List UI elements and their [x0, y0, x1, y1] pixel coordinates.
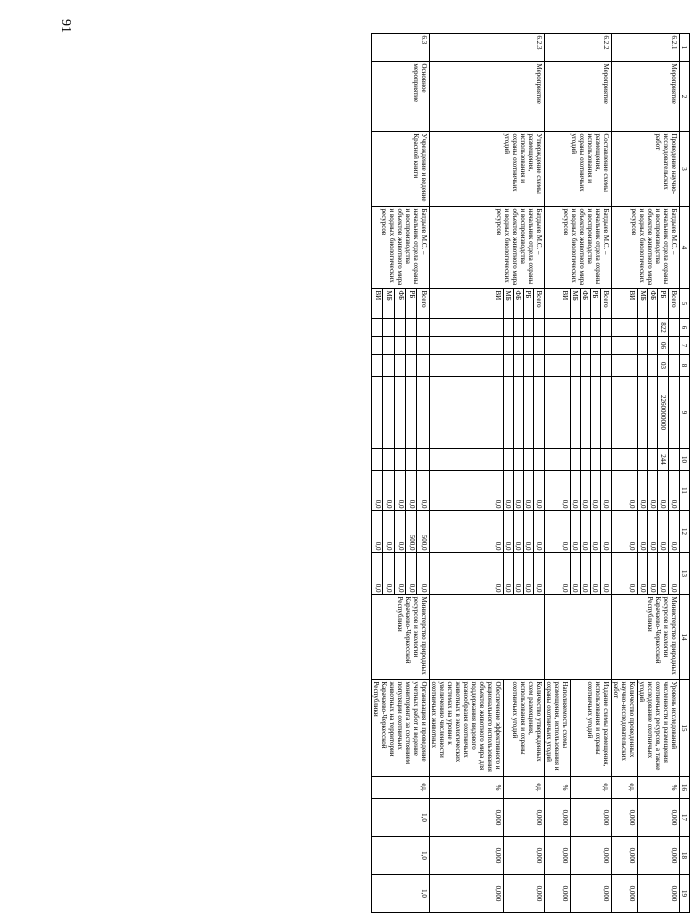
code-csr [383, 377, 394, 449]
indicator-value-17: 0,000 [638, 799, 680, 837]
item-number: 6.2.2 [545, 34, 612, 62]
funding-source: МБ [504, 289, 514, 319]
code-rz [612, 337, 638, 355]
item-type: Мероприятие [612, 62, 680, 132]
header-cell: 13 [680, 553, 690, 595]
amount-year-2: 0,0 [383, 511, 394, 553]
code-rz [581, 337, 591, 355]
code-grbs [430, 319, 504, 337]
executor [545, 595, 612, 680]
header-cell: 8 [680, 355, 690, 377]
executor [430, 595, 545, 680]
amount-year-1: 0,0 [430, 471, 504, 511]
indicator-unit: ед. [612, 777, 638, 799]
amount-year-3: 0,0 [581, 553, 591, 595]
indicator-value-19: 0,000 [504, 875, 545, 913]
header-cell: 4 [680, 207, 690, 289]
indicator-value-18: 0,000 [545, 837, 571, 875]
indicator-value-17: 0,000 [612, 799, 638, 837]
item-number: 6.2.3 [430, 34, 545, 62]
code-vr [648, 449, 658, 471]
amount-year-2: 0,0 [430, 511, 504, 553]
amount-year-2: 0,0 [545, 511, 571, 553]
amount-year-1: 0,0 [648, 471, 658, 511]
indicator-value-19: 0,000 [545, 875, 571, 913]
amount-year-1: 0,0 [545, 471, 571, 511]
code-rz [514, 337, 524, 355]
code-csr [430, 377, 504, 449]
amount-year-1: 0,0 [383, 471, 394, 511]
code-csr [406, 377, 417, 449]
code-grbs [571, 319, 581, 337]
amount-year-1: 0,0 [406, 471, 417, 511]
header-cell: 16 [680, 777, 690, 799]
item-number: 6.3 [372, 34, 430, 62]
amount-year-2: 0,0 [648, 511, 658, 553]
table-body [372, 34, 680, 913]
code-pr [612, 355, 638, 377]
amount-year-2: 0,0 [524, 511, 534, 553]
indicator-value-19: 0,000 [612, 875, 638, 913]
code-vr [591, 449, 601, 471]
code-pr [406, 355, 417, 377]
code-vr [668, 449, 679, 471]
code-rz [394, 337, 405, 355]
amount-year-3: 0,0 [658, 553, 668, 595]
funding-source: ФБ [514, 289, 524, 319]
indicator-value-17: 0,000 [571, 799, 612, 837]
indicator-unit: % [430, 777, 504, 799]
code-pr [430, 355, 504, 377]
code-csr [545, 377, 571, 449]
header-cell: 17 [680, 799, 690, 837]
funding-source: Всего [601, 289, 612, 319]
header-row [680, 34, 690, 913]
table-row [668, 34, 679, 913]
funding-source: МБ [383, 289, 394, 319]
amount-year-1: 0,0 [612, 471, 638, 511]
code-rz [571, 337, 581, 355]
indicator-value-17: 1,0 [372, 799, 430, 837]
indicator-value-19: 1,0 [372, 875, 430, 913]
indicator-value-18: 0,000 [504, 837, 545, 875]
item-type: Мероприятие [430, 62, 545, 132]
amount-year-1: 0,0 [534, 471, 545, 511]
code-rz: 06 [658, 337, 668, 355]
amount-year-2: 0,0 [394, 511, 405, 553]
funding-source: Всего [668, 289, 679, 319]
code-pr [638, 355, 648, 377]
amount-year-3: 0,0 [524, 553, 534, 595]
code-rz [591, 337, 601, 355]
indicator-unit: ед. [571, 777, 612, 799]
code-pr [648, 355, 658, 377]
responsible-person: Батдыев М.С. – начальник отдела охраны и воспроизводства объектов животного мира и водных биологических ресурсов [545, 207, 612, 289]
code-pr [514, 355, 524, 377]
header-cell: 3 [680, 132, 690, 207]
code-grbs [534, 319, 545, 337]
code-pr [668, 355, 679, 377]
amount-year-2: 0,0 [504, 511, 514, 553]
code-vr [545, 449, 571, 471]
indicator-value-18: 0,000 [638, 837, 680, 875]
code-csr [581, 377, 591, 449]
code-rz [668, 337, 679, 355]
indicator-unit: ед. [372, 777, 430, 799]
header-cell: 1 [680, 34, 690, 62]
code-grbs [638, 319, 648, 337]
amount-year-3: 0,0 [394, 553, 405, 595]
amount-year-3: 0,0 [638, 553, 648, 595]
amount-year-2: 0,0 [668, 511, 679, 553]
amount-year-3: 0,0 [514, 553, 524, 595]
item-number: 6.2.1 [612, 34, 680, 62]
code-csr [504, 377, 514, 449]
code-csr [514, 377, 524, 449]
funding-source: ФБ [581, 289, 591, 319]
amount-year-3: 0,0 [571, 553, 581, 595]
code-vr [383, 449, 394, 471]
header-cell: 2 [680, 62, 690, 132]
code-pr [601, 355, 612, 377]
amount-year-2: 0,0 [591, 511, 601, 553]
indicator-unit: ед. [504, 777, 545, 799]
item-name: Утверждение схемы размещения, использования и охраны охотничьих угодий [430, 132, 545, 207]
code-grbs [372, 319, 383, 337]
amount-year-2: 0,0 [581, 511, 591, 553]
code-csr: 2260000000 [658, 377, 668, 449]
funding-source: ВИ [372, 289, 383, 319]
amount-year-3: 0,0 [591, 553, 601, 595]
code-csr [591, 377, 601, 449]
code-csr [372, 377, 383, 449]
funding-source: ФБ [394, 289, 405, 319]
code-pr [417, 355, 430, 377]
amount-year-2: 0,0 [372, 511, 383, 553]
indicator-name: Количество утвержденных схем размещения, использования и охраны охотничьих угодий [504, 680, 545, 777]
amount-year-3: 0,0 [406, 553, 417, 595]
indicator-name: Издание схемы размещения, использования и охраны охотничьих угодий [571, 680, 612, 777]
funding-source: МБ [571, 289, 581, 319]
code-csr [524, 377, 534, 449]
amount-year-1: 0,0 [638, 471, 648, 511]
code-grbs [612, 319, 638, 337]
indicator-value-19: 0,000 [571, 875, 612, 913]
amount-year-2: 500,0 [406, 511, 417, 553]
code-vr [601, 449, 612, 471]
amount-year-1: 0,0 [504, 471, 514, 511]
header-cell: 19 [680, 875, 690, 913]
header-cell: 14 [680, 595, 690, 680]
indicator-value-18: 0,000 [571, 837, 612, 875]
indicator-name: Обеспечение эффективного и рационального использования объектов животного мира для поддержания видового разнообразия охотничьих животных в экологических системах на уровне к увеличению численности охотничьих животных [430, 680, 504, 777]
code-pr [504, 355, 514, 377]
responsible-person: Батдыев М.С. – начальник отдела охраны и воспроизводства объектов животного мира и водных биологических ресурсов [372, 207, 430, 289]
amount-year-1: 0,0 [591, 471, 601, 511]
code-rz [417, 337, 430, 355]
item-type: Основное мероприятие [372, 62, 430, 132]
code-rz [406, 337, 417, 355]
code-grbs [417, 319, 430, 337]
item-type: Мероприятие [545, 62, 612, 132]
table-row [601, 34, 612, 913]
code-csr [612, 377, 638, 449]
header-cell: 11 [680, 471, 690, 511]
amount-year-3: 0,0 [430, 553, 504, 595]
code-rz [545, 337, 571, 355]
code-pr [571, 355, 581, 377]
code-pr [524, 355, 534, 377]
amount-year-1: 0,0 [658, 471, 668, 511]
code-grbs [668, 319, 679, 337]
indicator-value-19: 0,000 [430, 875, 504, 913]
amount-year-2: 500,0 [417, 511, 430, 553]
funding-source: ВИ [612, 289, 638, 319]
amount-year-2: 0,0 [571, 511, 581, 553]
code-vr [504, 449, 514, 471]
funding-source: РБ [406, 289, 417, 319]
code-grbs [504, 319, 514, 337]
header-cell: 7 [680, 337, 690, 355]
indicator-value-17: 0,000 [430, 799, 504, 837]
indicator-unit: % [545, 777, 571, 799]
code-grbs [514, 319, 524, 337]
code-vr [638, 449, 648, 471]
code-grbs [545, 319, 571, 337]
indicator-value-17: 0,000 [545, 799, 571, 837]
code-grbs [581, 319, 591, 337]
table-row [534, 34, 545, 913]
amount-year-3: 0,0 [612, 553, 638, 595]
responsible-person: Батдыев М.С. – начальник отдела охраны и воспроизводства объектов животного мира и водных биологических ресурсов [612, 207, 680, 289]
code-vr [612, 449, 638, 471]
indicator-value-17: 0,000 [504, 799, 545, 837]
code-pr: 03 [658, 355, 668, 377]
amount-year-3: 0,0 [545, 553, 571, 595]
indicator-name: Количество проведенных научно-исследовательских работ [612, 680, 638, 777]
amount-year-1: 0,0 [601, 471, 612, 511]
amount-year-3: 0,0 [648, 553, 658, 595]
code-vr [372, 449, 383, 471]
funding-source: РБ [524, 289, 534, 319]
funding-source: МБ [638, 289, 648, 319]
code-csr [638, 377, 648, 449]
code-grbs [601, 319, 612, 337]
header-cell: 18 [680, 837, 690, 875]
rotated-sheet [172, 33, 690, 902]
code-csr [394, 377, 405, 449]
header-cell: 10 [680, 449, 690, 471]
code-vr [406, 449, 417, 471]
indicator-unit: % [638, 777, 680, 799]
code-rz [383, 337, 394, 355]
amount-year-2: 0,0 [534, 511, 545, 553]
code-csr [534, 377, 545, 449]
indicator-name: Организация и проведение учетных работ и ведение мониторинга за состоянием популяции охотничьих животных на территории Карачаево-Черкесской Республики [372, 680, 430, 777]
code-pr [545, 355, 571, 377]
amount-year-3: 0,0 [383, 553, 394, 595]
header-cell: 5 [680, 289, 690, 319]
code-csr [417, 377, 430, 449]
code-vr [524, 449, 534, 471]
amount-year-2: 0,0 [612, 511, 638, 553]
indicator-value-19: 0,000 [638, 875, 680, 913]
code-pr [372, 355, 383, 377]
code-vr: 244 [658, 449, 668, 471]
amount-year-2: 0,0 [601, 511, 612, 553]
responsible-person: Батдыев М.С. – начальник отдела охраны и воспроизводства объектов животного мира и водных биологических ресурсов [430, 207, 545, 289]
code-vr [534, 449, 545, 471]
code-vr [394, 449, 405, 471]
code-pr [581, 355, 591, 377]
header-cell: 9 [680, 377, 690, 449]
code-grbs: 822 [658, 319, 668, 337]
code-csr [668, 377, 679, 449]
page-number: 91 [58, 19, 73, 33]
code-rz [534, 337, 545, 355]
executor: Министерство природных ресурсов и экологии Карачаево-Черкесской Республики [612, 595, 680, 680]
code-csr [648, 377, 658, 449]
amount-year-1: 0,0 [417, 471, 430, 511]
indicator-value-18: 0,000 [430, 837, 504, 875]
funding-source: ВИ [430, 289, 504, 319]
amount-year-3: 0,0 [601, 553, 612, 595]
code-grbs [591, 319, 601, 337]
indicator-value-18: 1,0 [372, 837, 430, 875]
code-grbs [394, 319, 405, 337]
funding-source: Всего [534, 289, 545, 319]
item-name: Составление схемы размещения, использования и охраны охотничьих угодий [545, 132, 612, 207]
code-csr [571, 377, 581, 449]
code-rz [504, 337, 514, 355]
amount-year-3: 0,0 [504, 553, 514, 595]
code-vr [581, 449, 591, 471]
amount-year-3: 0,0 [534, 553, 545, 595]
amount-year-3: 0,0 [372, 553, 383, 595]
indicator-name: Уровень исследований численности и размещения охотничьих ресурсов, а также исследование охотничьих угодий [638, 680, 680, 777]
code-rz [601, 337, 612, 355]
amount-year-3: 0,0 [668, 553, 679, 595]
code-pr [591, 355, 601, 377]
code-rz [648, 337, 658, 355]
code-grbs [648, 319, 658, 337]
code-rz [638, 337, 648, 355]
funding-source: ВИ [545, 289, 571, 319]
code-vr [430, 449, 504, 471]
code-grbs [406, 319, 417, 337]
amount-year-3: 0,0 [417, 553, 430, 595]
code-pr [383, 355, 394, 377]
funding-source: ФБ [648, 289, 658, 319]
header-cell: 15 [680, 680, 690, 777]
table-row [417, 34, 430, 913]
executor: Министерство природных ресурсов и экологии Карачаево-Черкесской Республики [372, 595, 430, 680]
amount-year-1: 0,0 [524, 471, 534, 511]
code-vr [514, 449, 524, 471]
amount-year-1: 0,0 [668, 471, 679, 511]
amount-year-1: 0,0 [372, 471, 383, 511]
item-name: Проведение научно-исследовательских работ [612, 132, 680, 207]
amount-year-2: 0,0 [638, 511, 648, 553]
code-pr [534, 355, 545, 377]
indicator-value-18: 0,000 [612, 837, 638, 875]
funding-source: Всего [417, 289, 430, 319]
amount-year-2: 0,0 [658, 511, 668, 553]
amount-year-1: 0,0 [581, 471, 591, 511]
amount-year-1: 0,0 [394, 471, 405, 511]
funding-source: РБ [658, 289, 668, 319]
amount-year-1: 0,0 [514, 471, 524, 511]
amount-year-1: 0,0 [571, 471, 581, 511]
code-pr [394, 355, 405, 377]
funding-source: РБ [591, 289, 601, 319]
code-vr [417, 449, 430, 471]
header-cell: 6 [680, 319, 690, 337]
code-rz [524, 337, 534, 355]
header-cell: 12 [680, 511, 690, 553]
code-grbs [524, 319, 534, 337]
program-table [371, 33, 690, 913]
code-csr [601, 377, 612, 449]
amount-year-2: 0,0 [514, 511, 524, 553]
code-vr [571, 449, 581, 471]
code-rz [372, 337, 383, 355]
item-name: Учреждение и ведение Красной книги [372, 132, 430, 207]
code-grbs [383, 319, 394, 337]
code-rz [430, 337, 504, 355]
indicator-name: Наполняемость схемы размещения, использования и охраны охотничьих угодий [545, 680, 571, 777]
